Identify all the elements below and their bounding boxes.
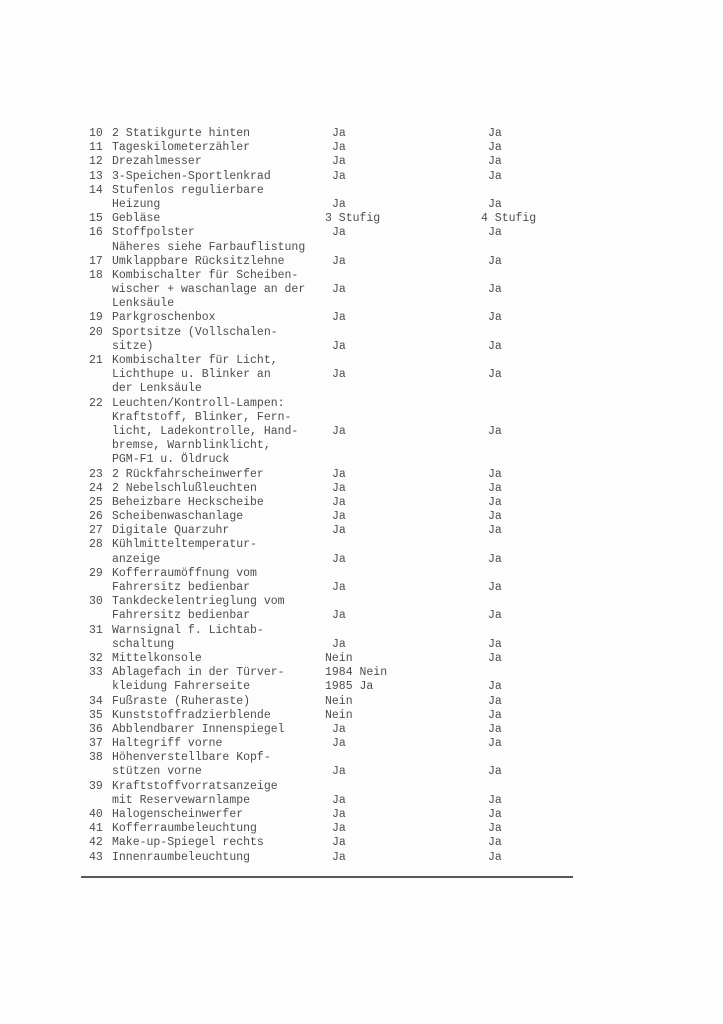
item-label: Fahrersitz bedienbar: [112, 581, 251, 594]
table-row-line: [89, 269, 609, 283]
table-row-line: [89, 297, 609, 311]
value-column2: Ja: [488, 808, 502, 821]
value-column1: Ja: [332, 283, 346, 297]
value-column1: Ja: [332, 609, 346, 623]
item-label: Abblendbarer Innenspiegel: [112, 722, 285, 736]
row-number: 29: [89, 566, 103, 580]
table-row-line: [89, 397, 609, 411]
value-column2: Ja: [488, 708, 502, 722]
item-label: Lichthupe u. Blinker an: [112, 368, 271, 382]
table-row-line: [89, 141, 609, 155]
value-column2: Ja: [488, 155, 502, 169]
row-number: 19: [89, 311, 103, 325]
table-row-line: [89, 453, 609, 467]
table-row-line: [89, 851, 609, 865]
value-column2: Ja: [488, 510, 502, 524]
value-column1: Ja: [332, 127, 346, 140]
row-number: 31: [89, 623, 103, 637]
row-number: 36: [89, 722, 103, 736]
row-number: 28: [89, 538, 103, 552]
item-label: Halogenscheinwerfer: [112, 808, 244, 821]
table-row-line: [89, 695, 609, 709]
item-label: bremse, Warnblinklicht,: [112, 439, 271, 453]
row-number: 21: [89, 354, 103, 367]
table-row-line: [89, 538, 609, 552]
row-number: 39: [89, 779, 103, 793]
item-label: Kühlmitteltemperatur-: [112, 538, 257, 552]
row-number: 27: [89, 524, 103, 538]
row-number: 34: [89, 694, 103, 708]
value-column2: Ja: [488, 609, 502, 623]
item-label: Gebläse: [112, 212, 161, 226]
table-row-line: [89, 510, 609, 524]
item-label: wischer + waschanlage an der: [112, 283, 306, 297]
item-label: Kraftstoffvorratsanzeige: [112, 779, 278, 793]
value-column2: Ja: [488, 581, 502, 594]
table-row-line: [89, 567, 609, 581]
table-row-line: [89, 368, 609, 382]
table-row-line: [89, 425, 609, 439]
table-row-line: [89, 155, 609, 169]
value-column1: Ja: [332, 637, 346, 651]
value-column1: Ja: [332, 581, 346, 594]
value-column2: Ja: [488, 467, 502, 481]
value-column1: Ja: [332, 368, 346, 382]
item-label: sitze): [112, 339, 154, 353]
item-label: Sportsitze (Vollschalen-: [112, 325, 278, 339]
value-column1: Ja: [332, 524, 346, 538]
row-number: 18: [89, 268, 103, 282]
item-label: Scheibenwaschanlage: [112, 510, 244, 524]
row-number: 12: [89, 155, 103, 169]
item-label: 2 Statikgurte hinten: [112, 127, 251, 140]
row-number: 25: [89, 495, 103, 509]
value-column1: Ja: [332, 339, 346, 353]
table-row-line: [89, 524, 609, 538]
item-label: Leuchten/Kontroll-Lampen:: [112, 396, 285, 410]
footer-divider: [81, 876, 573, 878]
item-label: Kraftstoff, Blinker, Fern-: [112, 410, 292, 424]
item-label: Haltegriff vorne: [112, 737, 223, 751]
row-number: 22: [89, 396, 103, 410]
table-row-line: [89, 170, 609, 184]
table-row-line: [89, 652, 609, 666]
equipment-table: [89, 127, 609, 865]
row-number: 40: [89, 808, 103, 821]
value-column1: Ja: [332, 169, 346, 183]
table-row-line: [89, 751, 609, 765]
table-row-line: [89, 340, 609, 354]
row-number: 43: [89, 850, 103, 864]
item-label: Höhenverstellbare Kopf-: [112, 751, 271, 765]
item-label: Digitale Quarzuhr: [112, 524, 230, 538]
item-label: Beheizbare Heckscheibe: [112, 495, 264, 509]
table-row-line: [89, 780, 609, 794]
table-row-line: [89, 184, 609, 198]
item-label: Parkgroschenbox: [112, 311, 216, 325]
item-label: Fahrersitz bedienbar: [112, 609, 251, 623]
value-column1: Nein: [325, 651, 353, 665]
item-label: stützen vorne: [112, 765, 202, 779]
table-row-line: [89, 411, 609, 425]
value-column2: Ja: [488, 197, 502, 211]
value-column2: Ja: [488, 680, 502, 694]
value-column2: Ja: [488, 283, 502, 297]
table-row-line: [89, 354, 609, 368]
value-column2: Ja: [488, 694, 502, 708]
value-column1: Ja: [332, 481, 346, 495]
value-column2: Ja: [488, 339, 502, 353]
item-label: Kombischalter für Licht,: [112, 354, 278, 367]
item-label: Kofferraumöffnung vom: [112, 566, 257, 580]
table-row-line: [89, 127, 609, 141]
value-column1: Ja: [332, 765, 346, 779]
value-column1: Ja: [332, 254, 346, 268]
row-number: 15: [89, 212, 103, 226]
value-column2: Ja: [488, 495, 502, 509]
table-row-line: [89, 680, 609, 694]
item-label: 3-Speichen-Sportlenkrad: [112, 169, 271, 183]
value-column2: Ja: [488, 552, 502, 566]
value-column2: Ja: [488, 737, 502, 751]
value-column2: Ja: [488, 169, 502, 183]
item-label: schaltung: [112, 637, 175, 651]
item-label: Tageskilometerzähler: [112, 141, 251, 155]
item-label: Mittelkonsole: [112, 651, 202, 665]
row-number: 42: [89, 836, 103, 850]
value-column1: Ja: [332, 311, 346, 325]
value-column1: Nein: [325, 694, 353, 708]
value-column1: Ja: [332, 836, 346, 850]
value-column2: Ja: [488, 127, 502, 140]
row-number: 37: [89, 737, 103, 751]
value-column2: Ja: [488, 822, 502, 836]
row-number: 35: [89, 708, 103, 722]
item-label: mit Reservewarnlampe: [112, 793, 251, 807]
item-label: licht, Ladekontrolle, Hand-: [112, 424, 299, 438]
value-column1: Ja: [332, 552, 346, 566]
value-column2: Ja: [488, 141, 502, 155]
value-column1: Ja: [332, 510, 346, 524]
row-number: 14: [89, 183, 103, 197]
table-row-line: [89, 198, 609, 212]
item-label: Innenraumbeleuchtung: [112, 850, 251, 864]
row-number: 33: [89, 666, 103, 680]
item-label: Drezahlmesser: [112, 155, 202, 169]
item-label: Stoffpolster: [112, 226, 195, 240]
item-label: Ablagefach in der Türver-: [112, 666, 285, 680]
value-column2: Ja: [488, 481, 502, 495]
value-column1: Ja: [332, 737, 346, 751]
value-column1: Ja: [332, 495, 346, 509]
item-label: Fußraste (Ruheraste): [112, 694, 251, 708]
row-number: 24: [89, 481, 103, 495]
table-row-line: [89, 255, 609, 269]
table-row-line: [89, 468, 609, 482]
table-row-line: [89, 226, 609, 240]
table-row-line: [89, 822, 609, 836]
row-number: 10: [89, 127, 103, 140]
value-column2: Ja: [488, 637, 502, 651]
value-column2: Ja: [488, 651, 502, 665]
item-label: der Lenksäule: [112, 382, 202, 396]
value-column1: Ja: [332, 822, 346, 836]
table-row-line: [89, 737, 609, 751]
item-label: PGM-F1 u. Öldruck: [112, 453, 230, 467]
table-row-line: [89, 808, 609, 822]
item-label: anzeige: [112, 552, 161, 566]
table-row-line: [89, 382, 609, 396]
row-number: 30: [89, 595, 103, 609]
value-column1: Ja: [332, 808, 346, 821]
table-row-line: [89, 723, 609, 737]
row-number: 16: [89, 226, 103, 240]
value-column2: Ja: [488, 524, 502, 538]
row-number: 11: [89, 141, 103, 155]
item-label: Umklappbare Rücksitzlehne: [112, 254, 285, 268]
value-column2: Ja: [488, 850, 502, 864]
item-label: 2 Nebelschlußleuchten: [112, 481, 257, 495]
row-number: 23: [89, 467, 103, 481]
value-column1: 1985 Ja: [325, 680, 374, 694]
value-column2: Ja: [488, 722, 502, 736]
table-row-line: [89, 581, 609, 595]
row-number: 32: [89, 651, 103, 665]
value-column2: Ja: [488, 793, 502, 807]
table-row-line: [89, 482, 609, 496]
item-label: Make-up-Spiegel rechts: [112, 836, 264, 850]
value-column1: Ja: [332, 850, 346, 864]
value-column1: Ja: [332, 424, 346, 438]
row-number: 26: [89, 510, 103, 524]
item-label: Heizung: [112, 197, 161, 211]
value-column2: Ja: [488, 424, 502, 438]
table-row-line: [89, 326, 609, 340]
row-number: 41: [89, 822, 103, 836]
table-row-line: [89, 283, 609, 297]
table-row-line: [89, 836, 609, 850]
value-column1: Ja: [332, 793, 346, 807]
row-number: 13: [89, 169, 103, 183]
value-column2: Ja: [488, 836, 502, 850]
table-row-line: [89, 609, 609, 623]
value-column1: 3 Stufig: [325, 212, 381, 226]
item-label: Stufenlos regulierbare: [112, 183, 264, 197]
table-row-line: [89, 794, 609, 808]
value-column1: Ja: [332, 197, 346, 211]
table-row-line: [89, 666, 609, 680]
value-column1: Nein: [325, 708, 353, 722]
value-column2: Ja: [488, 765, 502, 779]
value-column1: Ja: [332, 226, 346, 240]
value-column1: Ja: [332, 467, 346, 481]
value-column2: Ja: [488, 368, 502, 382]
item-label: Warnsignal f. Lichtab-: [112, 623, 264, 637]
value-column1: 1984 Nein: [325, 666, 388, 680]
table-row-line: [89, 241, 609, 255]
table-row-line: [89, 624, 609, 638]
table-row-line: [89, 439, 609, 453]
item-label: Kunststoffradzierblende: [112, 708, 271, 722]
item-label: Näheres siehe Farbauflistung: [112, 240, 306, 254]
table-row-line: [89, 311, 609, 325]
item-label: 2 Rückfahrscheinwerfer: [112, 467, 264, 481]
item-label: Tankdeckelentrieglung vom: [112, 595, 285, 609]
item-label: Kombischalter für Scheiben-: [112, 268, 299, 282]
value-column2: 4 Stufig: [481, 212, 537, 226]
item-label: kleidung Fahrerseite: [112, 680, 251, 694]
value-column2: Ja: [488, 254, 502, 268]
value-column2: Ja: [488, 226, 502, 240]
item-label: Lenksäule: [112, 297, 175, 311]
table-row-line: [89, 496, 609, 510]
item-label: Kofferraumbeleuchtung: [112, 822, 257, 836]
value-column2: Ja: [488, 311, 502, 325]
table-row-line: [89, 212, 609, 226]
row-number: 17: [89, 254, 103, 268]
table-row-line: [89, 638, 609, 652]
value-column1: Ja: [332, 155, 346, 169]
row-number: 38: [89, 751, 103, 765]
value-column1: Ja: [332, 141, 346, 155]
table-row-line: [89, 765, 609, 779]
table-row-line: [89, 709, 609, 723]
value-column1: Ja: [332, 722, 346, 736]
table-row-line: [89, 553, 609, 567]
row-number: 20: [89, 325, 103, 339]
table-row-line: [89, 595, 609, 609]
